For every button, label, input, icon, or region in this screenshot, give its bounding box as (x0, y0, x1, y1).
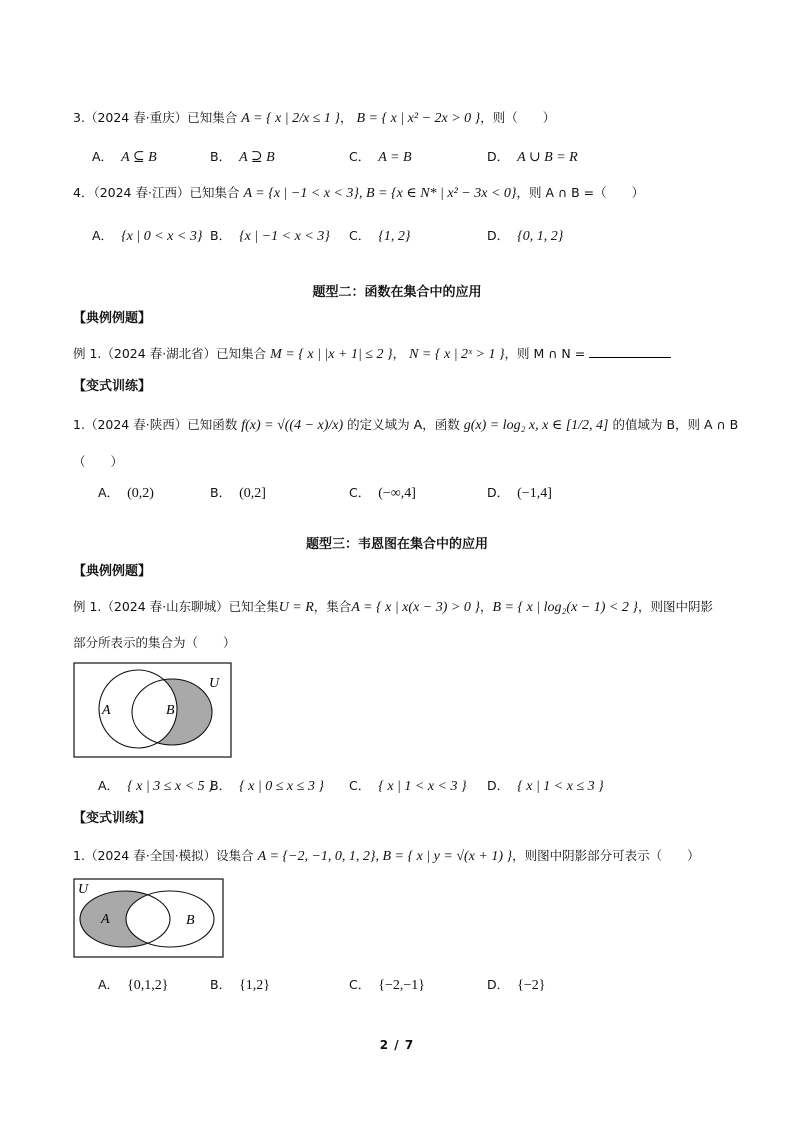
set-a-expression: A = { x | x(x − 3) > 0 } (351, 600, 480, 615)
option-label: A． (98, 977, 120, 992)
set-b-expression: B = { x | log₂(x − 1) < 2 } (492, 600, 638, 615)
answer-blank[interactable] (589, 345, 671, 358)
option-label: C． (349, 149, 371, 164)
example-prefix: 例 1. (73, 346, 102, 361)
example-tail: ，则 M ∩ N = (504, 346, 586, 361)
option-value: {x | 0 < x < 3} (121, 229, 203, 244)
option-a (92, 147, 157, 166)
practice-heading: 【变式训练】 (73, 811, 152, 826)
option-label: C． (349, 485, 371, 500)
example-text: 已知集合 (216, 346, 267, 361)
question-number: 1. (73, 848, 85, 863)
set-b-expression: B = { x | x² − 2x > 0 } (356, 111, 481, 126)
example-line-2: 部分所表示的集合为（ ） (73, 635, 236, 650)
question-number: 1. (73, 417, 85, 432)
option-label: D． (487, 228, 510, 243)
question-source: （2024 春·江西） (93, 185, 190, 200)
separator: ， (340, 110, 353, 125)
option-c (349, 147, 412, 166)
option-d (487, 975, 545, 994)
option-value: { x | 1 < x < 3 } (378, 779, 467, 794)
label-b: B (166, 703, 175, 718)
example-source: （2024 春·湖北省） (101, 346, 217, 361)
label-b: B (186, 913, 195, 928)
option-d (487, 776, 604, 795)
example-source: （2024 春·山东聊城） (101, 599, 229, 614)
option-value: A ⊆ B (121, 150, 157, 165)
question-tail: ，则图中阴影部分可表示（ ） (512, 848, 700, 863)
question-text: 的值域为 B，则 A ∩ B (612, 417, 739, 432)
option-value: {1,2} (239, 978, 271, 993)
question-tail: ，则 A ∩ B =（ ） (516, 185, 645, 200)
section-3-title: 题型三：韦恩图在集合中的应用 (305, 537, 488, 552)
function-f-expression: f(x) = √((4 − x)/x) (241, 418, 344, 433)
option-label: C． (349, 778, 371, 793)
set-n-expression: N = { x | 2ˣ > 1 } (409, 347, 505, 362)
option-value: { x | 1 < x ≤ 3 } (517, 779, 604, 794)
question-source: （2024 春·全国·模拟） (84, 848, 217, 863)
option-label: C． (349, 977, 371, 992)
question-text: 设集合 (216, 848, 254, 863)
sets-expression: A = {−2, −1, 0, 1, 2}, B = { x | y = √(x + 1) } (257, 849, 513, 864)
example-text: 已知全集 (228, 599, 279, 614)
sets-expression: A = {x | −1 < x < 3}, B = {x ∈ N* | x² − 3x < 0} (243, 186, 517, 201)
label-a: A (101, 912, 110, 927)
option-a (98, 776, 214, 795)
option-value: (0,2] (239, 486, 266, 501)
option-value: A = B (378, 150, 412, 165)
option-value: {−2} (517, 978, 546, 993)
option-value: { x | 3 ≤ x < 5 } (127, 779, 214, 794)
option-value: { x | 0 ≤ x ≤ 3 } (239, 779, 324, 794)
option-value: A ∪ B = R (517, 150, 578, 165)
question-text: 已知函数 (187, 417, 238, 432)
question-source: （2024 春·陕西） (84, 417, 188, 432)
option-b (210, 226, 330, 245)
option-a (98, 975, 169, 994)
option-c (349, 226, 410, 245)
question-text: 已知集合 (187, 110, 238, 125)
option-label: B． (210, 778, 232, 793)
practice-heading: 【变式训练】 (73, 379, 152, 394)
option-d (487, 226, 563, 245)
option-a (92, 226, 202, 245)
option-c (349, 776, 467, 795)
option-label: C． (349, 228, 371, 243)
function-g-expression: g(x) = log₂ x, x ∈ [1/2, 4] (463, 418, 609, 433)
option-label: B． (210, 228, 232, 243)
option-a (98, 483, 154, 502)
label-a: A (102, 703, 111, 718)
option-value: A ⊇ B (239, 150, 275, 165)
example-1 (73, 344, 671, 363)
practice-1 (73, 846, 700, 865)
question-text: 已知集合 (189, 185, 240, 200)
separator: ， (479, 599, 493, 614)
option-b (210, 776, 324, 795)
example-text: ，集合 (313, 599, 352, 614)
option-value: {1, 2} (378, 229, 411, 244)
question-4 (73, 183, 644, 202)
page-number: 2 / 7 (379, 1038, 415, 1052)
example-tail: ，则图中阴影 (637, 599, 713, 614)
section-2-title: 题型二：函数在集合中的应用 (312, 285, 482, 300)
separator: ， (392, 346, 406, 361)
option-value: {−2,−1} (378, 978, 425, 993)
venn-diagram-1 (73, 662, 232, 758)
example-1 (73, 597, 713, 616)
option-label: D． (487, 485, 510, 500)
example-prefix: 例 1. (73, 599, 102, 614)
question-tail: ，则（ ） (480, 110, 556, 125)
option-value: (−1,4] (517, 486, 552, 501)
label-u: U (209, 676, 220, 691)
option-label: A． (92, 149, 114, 164)
option-label: D． (487, 149, 510, 164)
option-label: D． (487, 977, 510, 992)
answer-paren: （ ） (73, 454, 124, 469)
practice-1 (73, 415, 738, 434)
question-number: 3. (73, 110, 85, 125)
option-label: D． (487, 778, 510, 793)
option-label: B． (210, 149, 232, 164)
label-u: U (78, 882, 89, 897)
option-b (210, 147, 275, 166)
example-heading: 【典例例题】 (73, 311, 152, 326)
option-d (487, 147, 578, 166)
option-c (349, 483, 416, 502)
set-m-expression: M = { x | |x + 1| ≤ 2 } (270, 347, 393, 362)
set-a-expression: A = { x | 2/x ≤ 1 } (241, 111, 340, 126)
option-label: A． (98, 778, 120, 793)
option-b (210, 483, 266, 502)
venn-diagram-2 (73, 878, 224, 958)
option-d (487, 483, 552, 502)
example-heading: 【典例例题】 (73, 564, 152, 579)
option-label: A． (92, 228, 114, 243)
option-label: A． (98, 485, 120, 500)
option-label: B． (210, 977, 232, 992)
universal-set-expression: U = R (278, 600, 314, 615)
question-text: 的定义域为 A，函数 (347, 417, 460, 432)
option-value: (−∞,4] (378, 486, 416, 501)
question-3 (73, 108, 555, 127)
question-source: （2024 春·重庆） (84, 110, 188, 125)
option-value: {x | −1 < x < 3} (239, 229, 330, 244)
option-value: (0,2) (127, 486, 154, 501)
option-label: B． (210, 485, 232, 500)
option-c (349, 975, 425, 994)
option-value: {0, 1, 2} (517, 229, 564, 244)
option-value: {0,1,2} (127, 978, 169, 993)
question-number: 4． (73, 185, 94, 200)
option-b (210, 975, 270, 994)
